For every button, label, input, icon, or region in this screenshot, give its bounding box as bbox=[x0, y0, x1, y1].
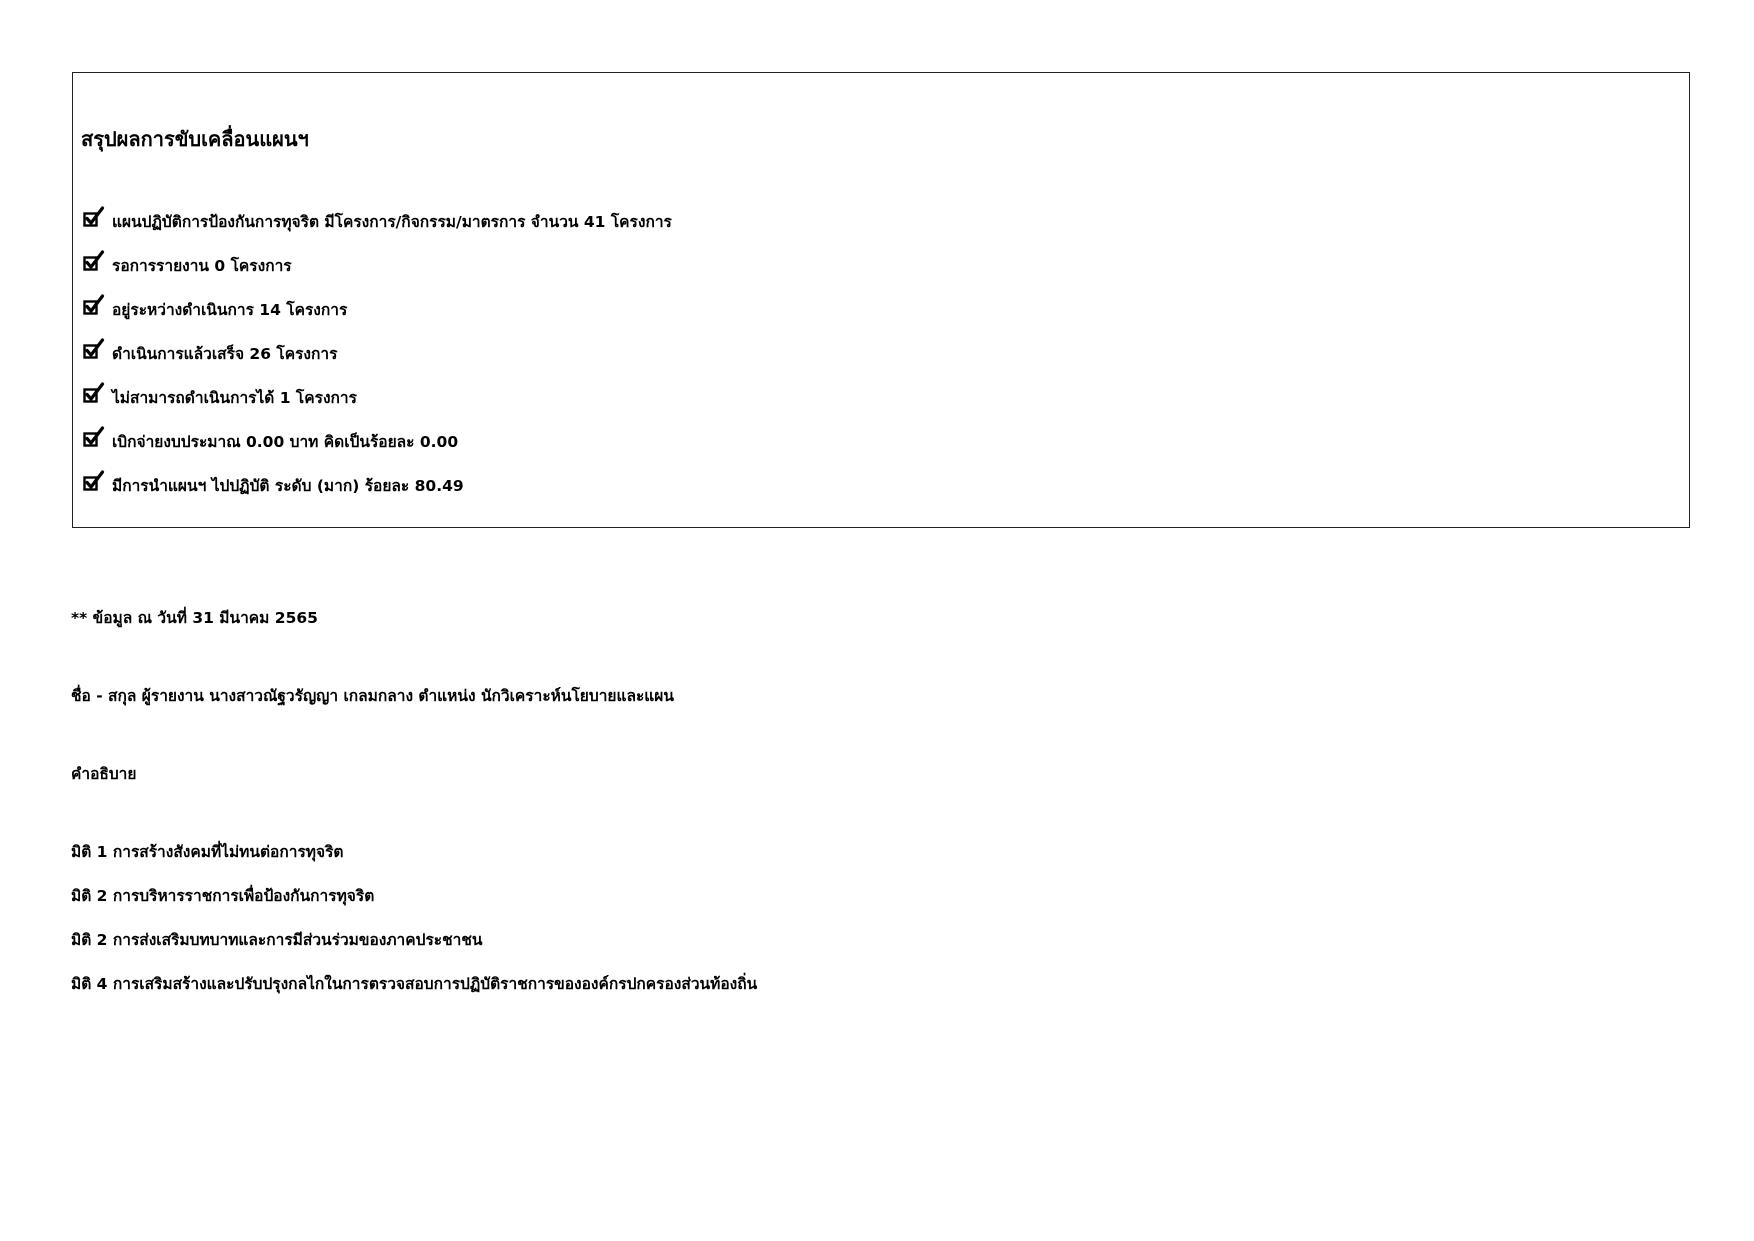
summary-item bbox=[83, 199, 672, 243]
dimension-item: มิติ 2 การส่งเสริมบทบาทและการมีส่วนร่วมของภาคประชาชน bbox=[71, 931, 483, 949]
summary-item-text: ดำเนินการแล้วเสร็จ 26 โครงการ bbox=[112, 344, 338, 363]
summary-item-text: รอการรายงาน 0 โครงการ bbox=[112, 256, 292, 275]
checked-box-icon bbox=[83, 338, 105, 360]
summary-item bbox=[83, 375, 672, 419]
summary-item-text: เบิกจ่ายงบประมาณ 0.00 บาท คิดเป็นร้อยละ 0.00 bbox=[112, 432, 459, 451]
dimension-item: มิติ 4 การเสริมสร้างและปรับปรุงกลไกในการตรวจสอบการปฏิบัติราชการขององค์กรปกครองส่วนท้องถิ่น bbox=[71, 975, 758, 993]
summary-item-text: แผนปฏิบัติการป้องกันการทุจริต มีโครงการ/กิจกรรม/มาตรการ จำนวน 41 โครงการ bbox=[112, 212, 672, 231]
data-date-note: ** ข้อมูล ณ วันที่ 31 มีนาคม 2565 bbox=[71, 609, 318, 627]
summary-item bbox=[83, 331, 672, 375]
summary-list bbox=[83, 199, 672, 507]
summary-item-text: ไม่สามารถดำเนินการได้ 1 โครงการ bbox=[112, 388, 357, 407]
checked-box-icon bbox=[83, 294, 105, 316]
checked-box-icon bbox=[83, 470, 105, 492]
summary-title: สรุปผลการขับเคลื่อนแผนฯ bbox=[81, 127, 309, 151]
checked-box-icon bbox=[83, 206, 105, 228]
summary-item bbox=[83, 419, 672, 463]
dimension-item: มิติ 1 การสร้างสังคมที่ไม่ทนต่อการทุจริต bbox=[71, 843, 344, 861]
summary-item-text: มีการนำแผนฯ ไปปฏิบัติ ระดับ (มาก) ร้อยละ 80.49 bbox=[112, 476, 464, 495]
summary-box bbox=[72, 72, 1690, 528]
checked-box-icon bbox=[83, 382, 105, 404]
explanation-heading: คำอธิบาย bbox=[71, 765, 137, 783]
summary-item bbox=[83, 463, 672, 507]
checked-box-icon bbox=[83, 426, 105, 448]
summary-item-text: อยู่ระหว่างดำเนินการ 14 โครงการ bbox=[112, 300, 348, 319]
summary-item bbox=[83, 243, 672, 287]
reporter-line: ชื่อ - สกุล ผู้รายงาน นางสาวณัฐวรัญญา เกลมกลาง ตำแหน่ง นักวิเคราะห์นโยบายและแผน bbox=[71, 687, 674, 705]
dimension-item: มิติ 2 การบริหารราชการเพื่อป้องกันการทุจริต bbox=[71, 887, 375, 905]
checked-box-icon bbox=[83, 250, 105, 272]
summary-item bbox=[83, 287, 672, 331]
